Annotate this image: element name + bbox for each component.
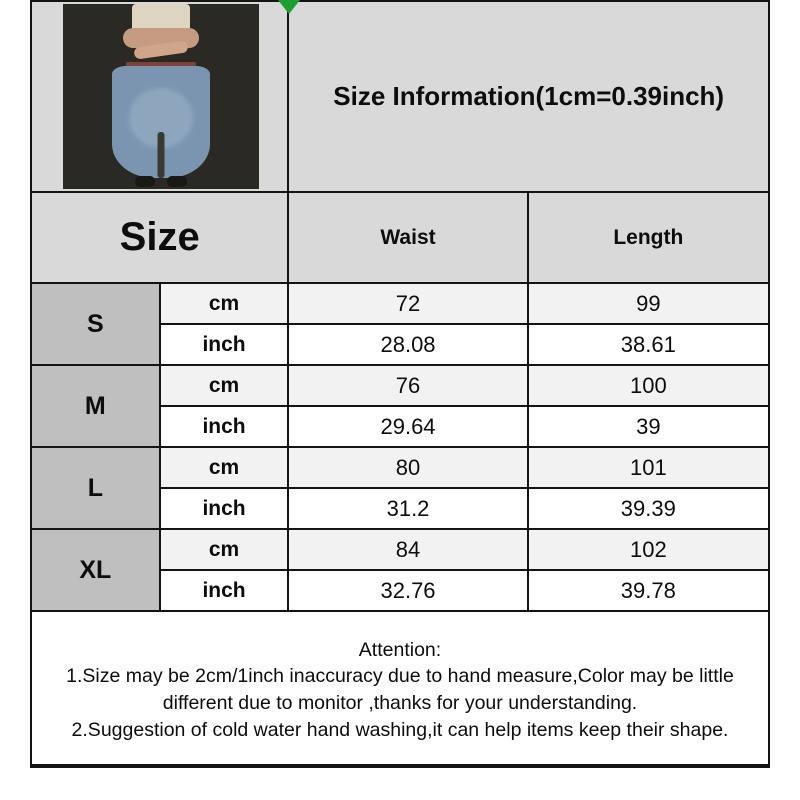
size-label-l: L [31,447,160,529]
table-row-xl-cm [31,529,769,570]
value-s-waist-cm: 72 [288,283,527,324]
unit-label-cm: cm [160,283,289,324]
value-s-length-inch: 38.61 [528,324,769,365]
size-label-s: S [31,283,160,365]
waist-header-cell [288,192,527,283]
model-right-foot [167,176,187,187]
size-information-title: Size Information(1cm=0.39inch) [333,81,725,111]
size-information-title-cell [288,1,769,192]
value-l-length-cm: 101 [528,447,769,488]
attention-cell [31,611,769,766]
unit-label-cm: cm [160,447,289,488]
value-m-waist-inch: 29.64 [288,406,527,447]
unit-label-inch: inch [160,570,289,611]
value-xl-waist-inch: 32.76 [288,570,527,611]
jeans-leg-seam [158,132,165,178]
value-xl-length-inch: 39.78 [528,570,769,611]
green-corner-marker [278,0,300,14]
unit-label-cm: cm [160,365,289,406]
size-header-label: Size [119,215,200,259]
product-photo-cell [31,1,288,192]
table-row-s-cm [31,283,769,324]
value-m-length-inch: 39 [528,406,769,447]
size-label-m: M [31,365,160,447]
value-m-length-cm: 100 [528,365,769,406]
waist-header-label: Waist [380,225,436,249]
attention-note-2: 2.Suggestion of cold water hand washing,it can help items keep their shape. [71,718,729,741]
table-row-l-cm [31,447,769,488]
attention-title: Attention: [358,638,442,661]
size-label-xl: XL [31,529,160,611]
length-header-cell [528,192,769,283]
unit-label-inch: inch [160,488,289,529]
length-header-label: Length [613,225,684,249]
unit-label-inch: inch [160,324,289,365]
value-l-waist-inch: 31.2 [288,488,527,529]
attention-text [32,633,768,744]
attention-note-1: 1.Size may be 2cm/1inch inaccuracy due to hand measure,Color may be little different due to monitor ,thanks for your understanding. [66,665,734,714]
column-header-row [31,192,769,283]
value-s-waist-inch: 28.08 [288,324,527,365]
table-row-m-cm [31,365,769,406]
image-header-row [31,1,769,192]
value-l-length-inch: 39.39 [528,488,769,529]
unit-label-cm: cm [160,529,289,570]
value-m-waist-cm: 76 [288,365,527,406]
attention-row [31,611,769,766]
size-information-table [30,0,770,768]
value-xl-waist-cm: 84 [288,529,527,570]
value-xl-length-cm: 102 [528,529,769,570]
model-left-foot [135,176,155,187]
unit-label-inch: inch [160,406,289,447]
size-header-cell [31,192,288,283]
value-l-waist-cm: 80 [288,447,527,488]
value-s-length-cm: 99 [528,283,769,324]
product-photo [63,4,259,189]
